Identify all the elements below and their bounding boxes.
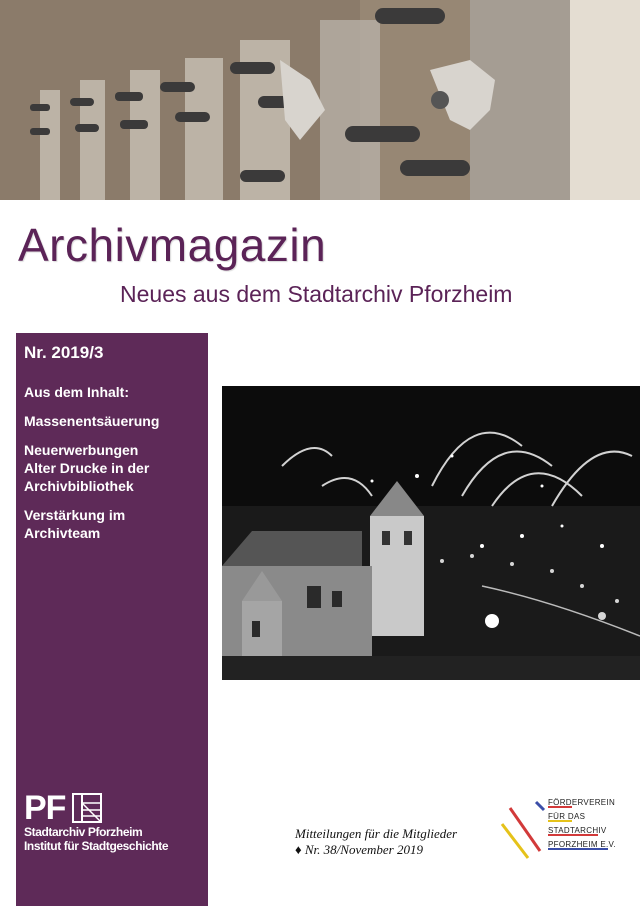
verein-line: PFORZHEIM E.V. xyxy=(548,840,616,849)
hero-image-archive-shelving xyxy=(0,0,640,200)
stadtarchiv-logo xyxy=(24,791,168,853)
foerderverein-logo xyxy=(500,796,630,866)
toc-item: Neuerwerbungen Alter Drucke in der Archivbibliothek xyxy=(24,442,150,494)
logo-line-1: Stadtarchiv Pforzheim xyxy=(24,825,143,839)
members-line-1: Mitteilungen für die Mitglieder xyxy=(295,826,458,841)
logo-line-2: Institut für Stadtgeschichte xyxy=(24,839,169,853)
cover-photo-night-city xyxy=(222,386,640,680)
toc-item: Massenentsäuerung xyxy=(24,413,160,429)
magazine-title: Archivmagazin xyxy=(18,219,327,271)
verein-name xyxy=(548,796,616,852)
verein-line: FÖRDERVEREIN xyxy=(548,798,616,807)
grid-emblem-icon xyxy=(72,793,102,823)
members-notice xyxy=(295,826,457,858)
toc-item: Verstärkung im Archivteam xyxy=(24,507,126,541)
table-of-contents xyxy=(24,383,204,553)
members-line-2: ♦ Nr. 38/November 2019 xyxy=(295,842,423,857)
toc-heading: Aus dem Inhalt: xyxy=(24,384,130,400)
issue-number: Nr. 2019/3 xyxy=(24,343,104,362)
logo-letters: PF xyxy=(24,789,66,827)
verein-line: FÜR DAS xyxy=(548,812,586,821)
verein-line: STADTARCHIV xyxy=(548,826,607,835)
magazine-subtitle: Neues aus dem Stadtarchiv Pforzheim xyxy=(120,281,513,307)
contents-sidebar xyxy=(16,333,208,906)
